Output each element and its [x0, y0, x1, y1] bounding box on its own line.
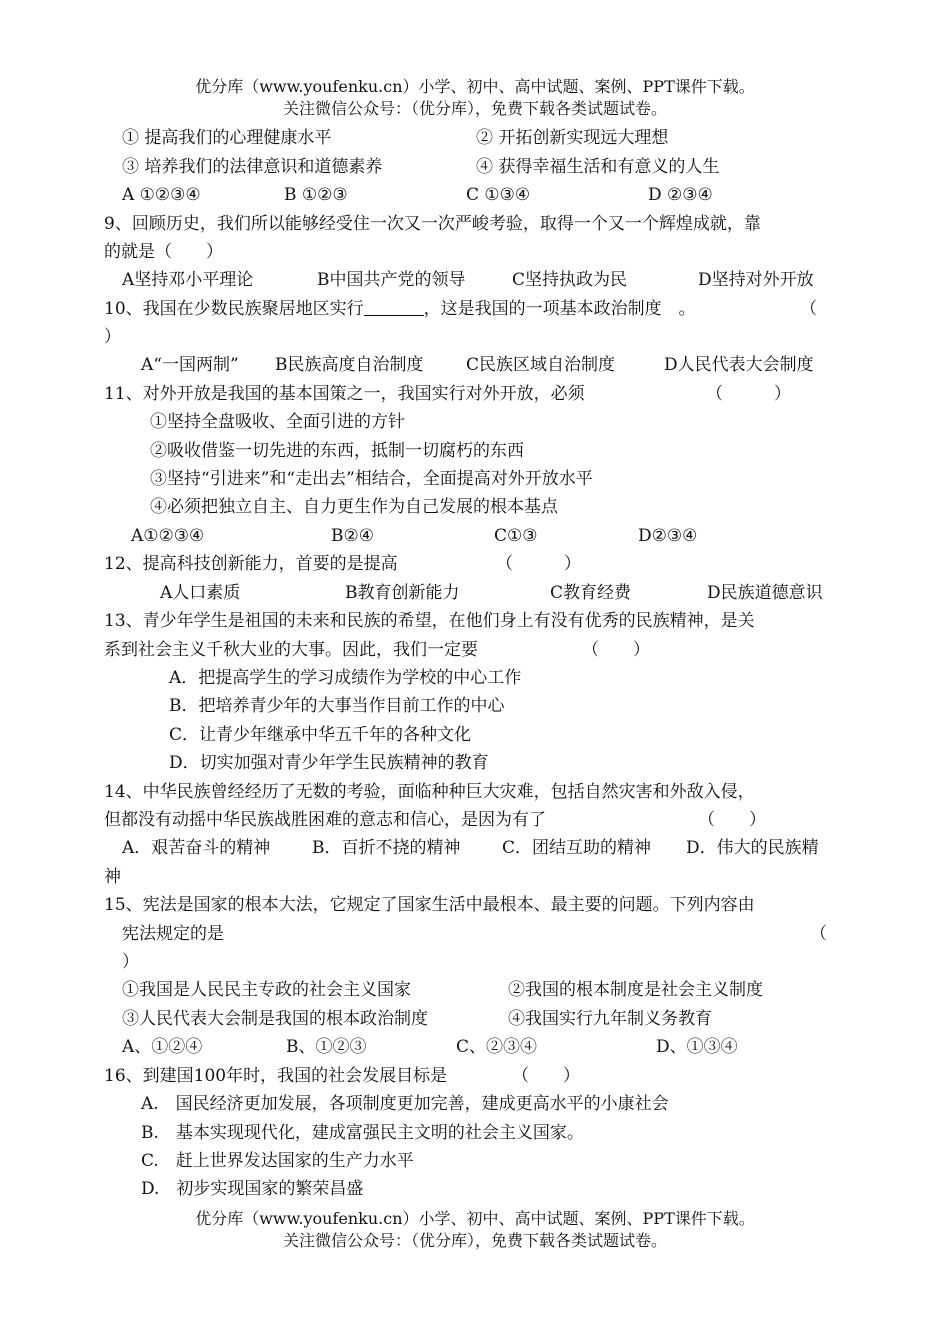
q15-stem-line-1: 15、宪法是国家的根本大法，它规定了国家生活中最根本、最主要的问题。下列内容由	[104, 895, 755, 915]
q16-choice-b: B. 基本实现现代化，建成富强民主文明的社会主义国家。	[141, 1123, 584, 1143]
q15-choice-d: D、①③④	[656, 1037, 738, 1057]
header-line-2: 关注微信公众号：（优分库），免费下载各类试题试卷。	[282, 99, 667, 118]
q11-answer-paren: （ ）	[706, 384, 791, 404]
q10-choice-b: B民族高度自治制度	[275, 355, 424, 375]
q13-choice-c: C．让青少年继承中华五千年的各种文化	[169, 725, 472, 745]
q12-choice-d: D民族道德意识	[707, 583, 823, 603]
q15-choice-a: A、①②④	[122, 1037, 203, 1057]
q11-choice-b: B②④	[331, 526, 374, 546]
q9-choice-d: D坚持对外开放	[698, 270, 814, 290]
q16-choice-c: C. 赶上世界发达国家的生产力水平	[141, 1151, 414, 1171]
q10-choice-a: A“一国两制”	[141, 355, 239, 375]
q13-choice-a: A．把提高学生的学习成绩作为学校的中心工作	[169, 668, 522, 688]
q14-choice-a: A．艰苦奋斗的精神	[122, 838, 271, 858]
q11-choice-c: C①③	[494, 526, 538, 546]
q15-paren-open: （	[810, 924, 827, 944]
q9-stem-line-1: 9、回顾历史，我们所以能够经受住一次又一次严峻考验，取得一个又一个辉煌成就，靠	[104, 214, 761, 234]
q16-stem: 16、到建国100年时，我国的社会发展目标是	[104, 1066, 448, 1086]
q12-choice-a: A人口素质	[160, 583, 241, 603]
q14-choice-d-continued: 神	[104, 867, 121, 887]
q11-choice-d: D②③④	[638, 526, 698, 546]
q14-stem-line-2: 但都没有动摇中华民族战胜困难的意志和信心，是因为有了	[104, 810, 546, 830]
q9-choice-c: C坚持执政为民	[512, 270, 628, 290]
footer-line-2: 关注微信公众号：（优分库），免费下载各类试题试卷。	[282, 1231, 667, 1250]
q9-stem-line-2: 的就是（ ）	[104, 242, 223, 262]
q8-option-1: ① 提高我们的心理健康水平	[122, 128, 332, 148]
q8-option-3: ③ 培养我们的法律意识和道德素养	[122, 157, 383, 177]
q8-option-2: ② 开拓创新实现远大理想	[476, 128, 669, 148]
q8-choice-d: D ②③④	[648, 185, 713, 205]
q14-choice-b: B．百折不挠的精神	[312, 838, 461, 858]
q11-item-1: ①坚持全盘吸收、全面引进的方针	[150, 412, 405, 432]
q9-choice-b: B中国共产党的领导	[317, 270, 466, 290]
q13-answer-paren: （ ）	[582, 640, 650, 660]
q15-item-2: ②我国的根本制度是社会主义制度	[508, 980, 763, 1000]
q12-choice-c: C教育经费	[550, 583, 632, 603]
q8-choice-c: C ①③④	[466, 185, 531, 205]
q14-choice-c: C．团结互助的精神	[502, 838, 652, 858]
q10-choice-d: D人民代表大会制度	[664, 355, 814, 375]
q15-item-1: ①我国是人民民主专政的社会主义国家	[122, 980, 411, 1000]
q12-answer-paren: （ ）	[496, 554, 581, 574]
q16-choice-a: A. 国民经济更加发展，各项制度更加完善，建成更高水平的小康社会	[141, 1094, 669, 1114]
q10-stem	[104, 298, 696, 320]
q14-choice-d: D．伟大的民族精	[686, 838, 819, 858]
q13-stem-line-1: 13、青少年学生是祖国的未来和民族的希望，在他们身上有没有优秀的民族精神，是关	[104, 611, 755, 631]
q11-item-4: ④必须把独立自主、自力更生作为自己发展的根本基点	[150, 497, 558, 517]
q15-item-3: ③人民代表大会制是我国的根本政治制度	[122, 1009, 428, 1029]
q13-choice-d: D．切实加强对青少年学生民族精神的教育	[169, 753, 489, 773]
q10-answer-blank[interactable]	[364, 299, 424, 316]
q10-paren-close: ）	[104, 327, 121, 347]
q10-paren-open: （	[800, 299, 817, 319]
q10-choice-c: C民族区域自治制度	[466, 355, 616, 375]
q11-stem: 11、对外开放是我国的基本国策之一，我国实行对外开放，必须	[104, 384, 585, 404]
q16-answer-paren: （ ）	[512, 1066, 580, 1086]
footer-line-1: 优分库（www.youfenku.cn）小学、初中、高中试题、案例、PPT课件下载。	[195, 1209, 755, 1228]
q13-choice-b: B．把培养青少年的大事当作目前工作的中心	[169, 696, 505, 716]
q12-stem: 12、提高科技创新能力，首要的是提高	[104, 554, 398, 574]
q10-stem-part-2: ，这是我国的一项基本政治制度 。	[423, 299, 696, 319]
q16-choice-d: D. 初步实现国家的繁荣昌盛	[141, 1179, 364, 1199]
q13-stem-line-2: 系到社会主义千秋大业的大事。因此，我们一定要	[104, 640, 478, 660]
q8-option-4: ④ 获得幸福生活和有意义的人生	[476, 157, 720, 177]
header-line-1: 优分库（www.youfenku.cn）小学、初中、高中试题、案例、PPT课件下载。	[195, 77, 755, 96]
q10-stem-part-1: 10、我国在少数民族聚居地区实行	[104, 299, 364, 319]
q9-choice-a: A坚持邓小平理论	[122, 270, 254, 290]
q8-choice-b: B ①②③	[284, 185, 348, 205]
q12-choice-b: B教育创新能力	[345, 583, 460, 603]
q15-item-4: ④我国实行九年制义务教育	[508, 1009, 712, 1029]
q15-paren-close: ）	[122, 952, 139, 972]
q11-choice-a: A①②③④	[131, 526, 205, 546]
q8-choice-a: A ①②③④	[122, 185, 201, 205]
q15-choice-c: C、②③④	[456, 1037, 538, 1057]
q14-stem-line-1: 14、中华民族曾经经历了无数的考验，面临种种巨大灾难，包括自然灾害和外敌入侵，	[104, 782, 755, 802]
q15-choice-b: B、①②③	[286, 1037, 367, 1057]
q15-stem-line-2: 宪法规定的是	[122, 924, 224, 944]
q11-item-2: ②吸收借鉴一切先进的东西，抵制一切腐朽的东西	[150, 441, 524, 461]
q11-item-3: ③坚持“引进来”和“走出去”相结合，全面提高对外开放水平	[150, 469, 593, 489]
q14-answer-paren: （ ）	[698, 810, 766, 830]
